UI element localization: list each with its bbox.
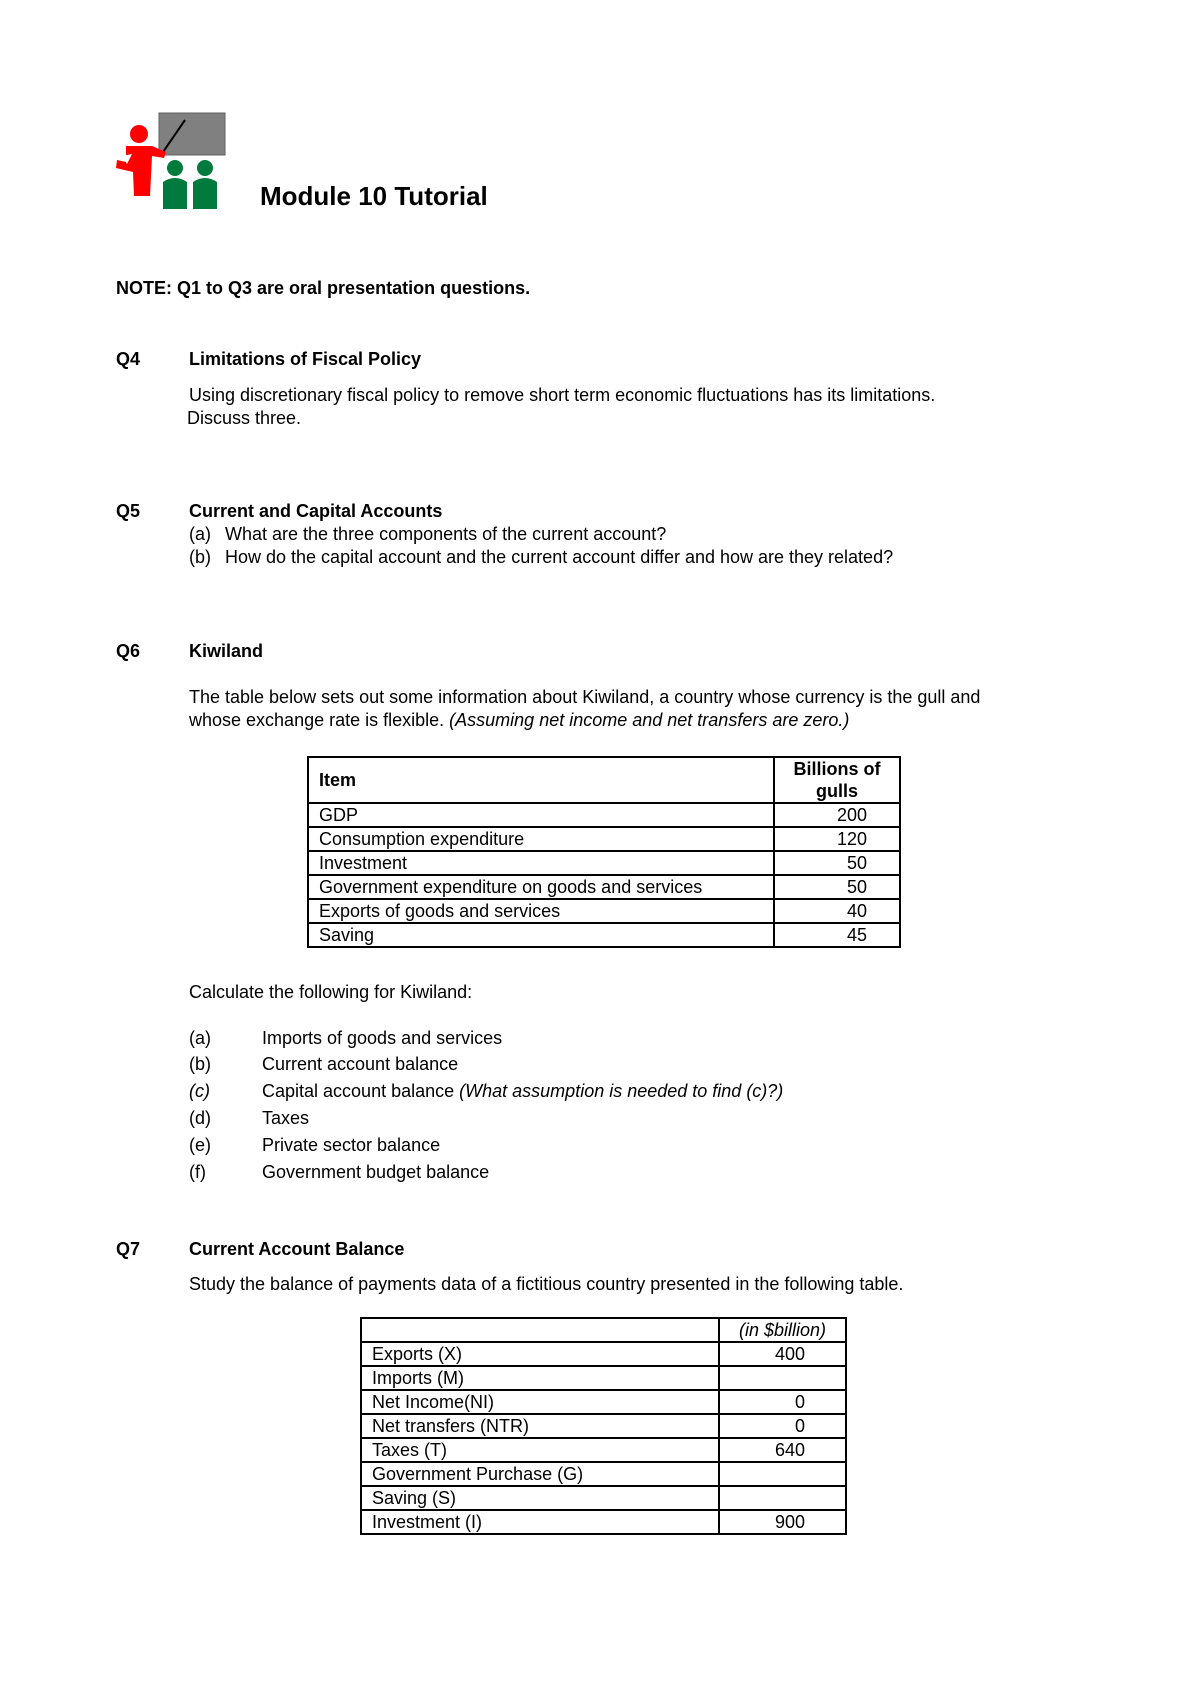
table-cell-value — [719, 1366, 846, 1390]
table-row — [361, 1486, 846, 1510]
table-cell-value — [719, 1462, 846, 1486]
q6-item-a-text: Imports of goods and services — [262, 1028, 503, 1048]
q6-heading: Kiwiland — [189, 641, 264, 661]
table-cell-item: Saving — [308, 923, 774, 947]
table-cell-value: 200 — [774, 803, 900, 827]
table-cell-item: Net Income(NI) — [361, 1390, 719, 1414]
table-cell-item: Net transfers (NTR) — [361, 1414, 719, 1438]
q4-number: Q4 — [116, 349, 141, 369]
q6-item-a-label: (a) — [189, 1028, 211, 1048]
table-row — [308, 851, 900, 875]
page-title: Module 10 Tutorial — [260, 181, 488, 211]
q7-intro: Study the balance of payments data of a fictitious country presented in the following table. — [189, 1274, 904, 1294]
table-row — [308, 803, 900, 827]
q6-item-b-text: Current account balance — [262, 1054, 459, 1074]
table-header-item — [361, 1318, 719, 1342]
table-cell-item: Exports of goods and services — [308, 899, 774, 923]
balance-of-payments-table — [360, 1317, 847, 1535]
q6-item-c-note: (What assumption is needed to find (c)?) — [459, 1081, 784, 1101]
table-cell-value: 120 — [774, 827, 900, 851]
presenter-audience-icon — [112, 112, 227, 212]
q6-calc-intro: Calculate the following for Kiwiland: — [189, 982, 473, 1002]
table-cell-value: 45 — [774, 923, 900, 947]
table-cell-item: Consumption expenditure — [308, 827, 774, 851]
q6-item-f-text: Government budget balance — [262, 1162, 490, 1182]
q6-item-e-label: (e) — [189, 1135, 211, 1155]
q6-item-e-text: Private sector balance — [262, 1135, 441, 1155]
q4-line1: Using discretionary fiscal policy to remove short term economic fluctuations has its limitations. — [189, 385, 936, 405]
table-cell-item: Investment (I) — [361, 1510, 719, 1534]
table-cell-value: 50 — [774, 875, 900, 899]
table-row — [308, 827, 900, 851]
table-cell-item: Taxes (T) — [361, 1438, 719, 1462]
table-cell-item: Government expenditure on goods and services — [308, 875, 774, 899]
table-cell-item: Saving (S) — [361, 1486, 719, 1510]
q7-number: Q7 — [116, 1239, 141, 1259]
table-row — [361, 1438, 846, 1462]
q5-a-label: (a) — [189, 524, 211, 544]
table-row — [308, 875, 900, 899]
table-cell-value — [719, 1486, 846, 1510]
table-row — [361, 1510, 846, 1534]
table-row — [361, 1414, 846, 1438]
table-row — [308, 923, 900, 947]
table-cell-item: Imports (M) — [361, 1366, 719, 1390]
q5-b-label: (b) — [189, 547, 211, 567]
q5-number: Q5 — [116, 501, 141, 521]
table-cell-value: 40 — [774, 899, 900, 923]
q6-item-c-text: Capital account balance — [262, 1081, 455, 1101]
table-header-item: Item — [308, 757, 774, 803]
q6-intro-line2 — [189, 710, 849, 731]
table-row — [361, 1342, 846, 1366]
q4-line2: Discuss three. — [187, 408, 302, 428]
table-header-row — [361, 1318, 846, 1342]
table-header-value: (in $billion) — [719, 1318, 846, 1342]
kiwiland-table — [307, 756, 901, 948]
table-cell-value: 400 — [719, 1342, 846, 1366]
table-cell-item: Investment — [308, 851, 774, 875]
table-cell-value: 0 — [719, 1390, 846, 1414]
table-cell-item: Exports (X) — [361, 1342, 719, 1366]
table-cell-value: 0 — [719, 1414, 846, 1438]
table-cell-value: 50 — [774, 851, 900, 875]
table-cell-value: 640 — [719, 1438, 846, 1462]
q5-b-text: How do the capital account and the current account differ and how are they related? — [225, 547, 894, 567]
q4-heading: Limitations of Fiscal Policy — [189, 349, 422, 369]
q6-intro-line2-text: whose exchange rate is flexible. — [189, 710, 445, 730]
q6-item-c — [262, 1081, 783, 1102]
q7-heading: Current Account Balance — [189, 1239, 405, 1259]
table-header-value: Billions of gulls — [774, 757, 900, 803]
q6-intro-italic: (Assuming net income and net transfers are zero.) — [449, 710, 850, 730]
note-text: NOTE: Q1 to Q3 are oral presentation questions. — [116, 278, 531, 298]
table-cell-value: 900 — [719, 1510, 846, 1534]
q6-item-c-label: (c) — [189, 1081, 210, 1101]
table-cell-item: GDP — [308, 803, 774, 827]
table-header-row — [308, 757, 900, 803]
table-row — [361, 1366, 846, 1390]
q6-number: Q6 — [116, 641, 141, 661]
q6-item-f-label: (f) — [189, 1162, 206, 1182]
q6-intro-line1: The table below sets out some information about Kiwiland, a country whose currency is the gull and — [189, 687, 981, 707]
table-row — [361, 1462, 846, 1486]
table-cell-item: Government Purchase (G) — [361, 1462, 719, 1486]
q6-item-b-label: (b) — [189, 1054, 211, 1074]
q5-a-text: What are the three components of the current account? — [225, 524, 667, 544]
table-row — [361, 1390, 846, 1414]
q6-item-d-label: (d) — [189, 1108, 211, 1128]
q5-heading: Current and Capital Accounts — [189, 501, 443, 521]
q6-item-d-text: Taxes — [262, 1108, 310, 1128]
table-row — [308, 899, 900, 923]
